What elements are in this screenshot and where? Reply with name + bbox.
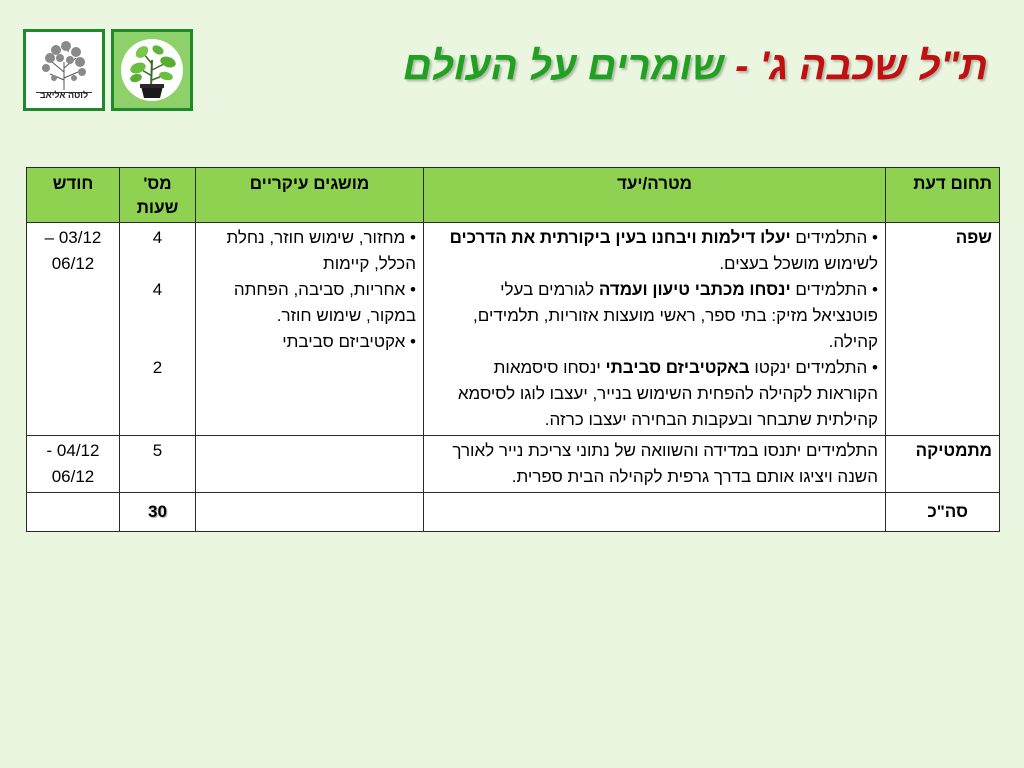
domain-cell: מתמטיקה [886,436,1000,493]
table-header-row [27,168,1000,223]
concepts-cell [196,436,424,493]
goal-item [431,277,878,355]
hours-cell: 5 [120,436,196,493]
goal-text: התלמידים ינקטו [749,358,868,377]
goal-item [431,225,878,277]
total-month-cell [27,493,120,532]
goal-bold-text: באקטיביזם סביבתי [605,358,750,377]
header-goal: מטרה/יעד [424,168,886,223]
total-concepts-cell [196,493,424,532]
concept-item: • אקטיביזם סביבתי [203,329,416,355]
hours-value: 2 [152,358,163,377]
goal-list [431,225,878,433]
title-part2: שומרים על העולם [403,44,725,88]
concepts-cell [196,223,424,436]
title-dash: - [724,44,760,88]
goal-cell [424,223,886,436]
month-cell: 04/12 - 06/12 [27,436,120,493]
curriculum-table [26,167,1000,532]
concepts-list [203,225,416,355]
concept-item: • מחזור, שימוש חוזר, נחלת הכלל, קיימות [203,225,416,277]
hours-spacer [127,251,188,277]
school-logo-text: לוטה אליאב [39,90,89,100]
table-row [27,223,1000,436]
plant-logo [111,29,193,111]
total-goal-cell [424,493,886,532]
header-concepts: מושגים עיקריים [196,168,424,223]
header-month: חודש [27,168,120,223]
page-title [403,44,988,89]
goal-text: לשימוש מושכל בעצים. [719,254,878,273]
total-label [886,493,1000,532]
table-row [27,436,1000,493]
hours-cell [120,223,196,436]
hours-value: 4 [152,228,163,247]
domain-cell: שפה [886,223,1000,436]
goal-bold-text: ינסחו מכתבי טיעון ועמדה [598,280,791,299]
goal-text: התלמידים [790,280,868,299]
table-total-row [27,493,1000,532]
plant-pot-icon [114,32,190,108]
concept-item: • אחריות, סביבה, הפחתה במקור, שימוש חוזר. [203,277,416,329]
goal-text: לגורמים בעלי פוטנציאל מזיק: בתי ספר, ראשי מועצות אזוריות, תלמידים, קהילה. [473,280,878,351]
goal-text: התלמידים [790,228,868,247]
total-hours: 30 [120,493,196,532]
goal-cell: התלמידים יתנסו במדידה והשוואה של נתוני צריכת נייר לאורך השנה ויציגו אותם בדרך גרפית לקהילה הבית ספרית. [424,436,886,493]
title-part1: ת"ל שכבה ג' [759,44,988,88]
hours-value: 4 [152,280,163,299]
header-domain: תחום דעת [886,168,1000,223]
month-cell: 03/12 – 06/12 [27,223,120,436]
hours-spacer [127,303,188,355]
school-logo [23,29,105,111]
goal-bold-text: יעלו דילמות ויבחנו בעין ביקורתית את הדרכים [449,228,791,247]
total-label-text: סה"כ [927,502,968,521]
header-hours: מס' שעות [120,168,196,223]
goal-item [431,355,878,433]
goal-text: ינסחו סיסמאות הקוראות לקהילה להפחית השימוש בנייר, יעצבו לוגו לסיסמא קהילתית שתבחר ובעקבות הבחירה יעצבו כרזה. [457,358,878,429]
